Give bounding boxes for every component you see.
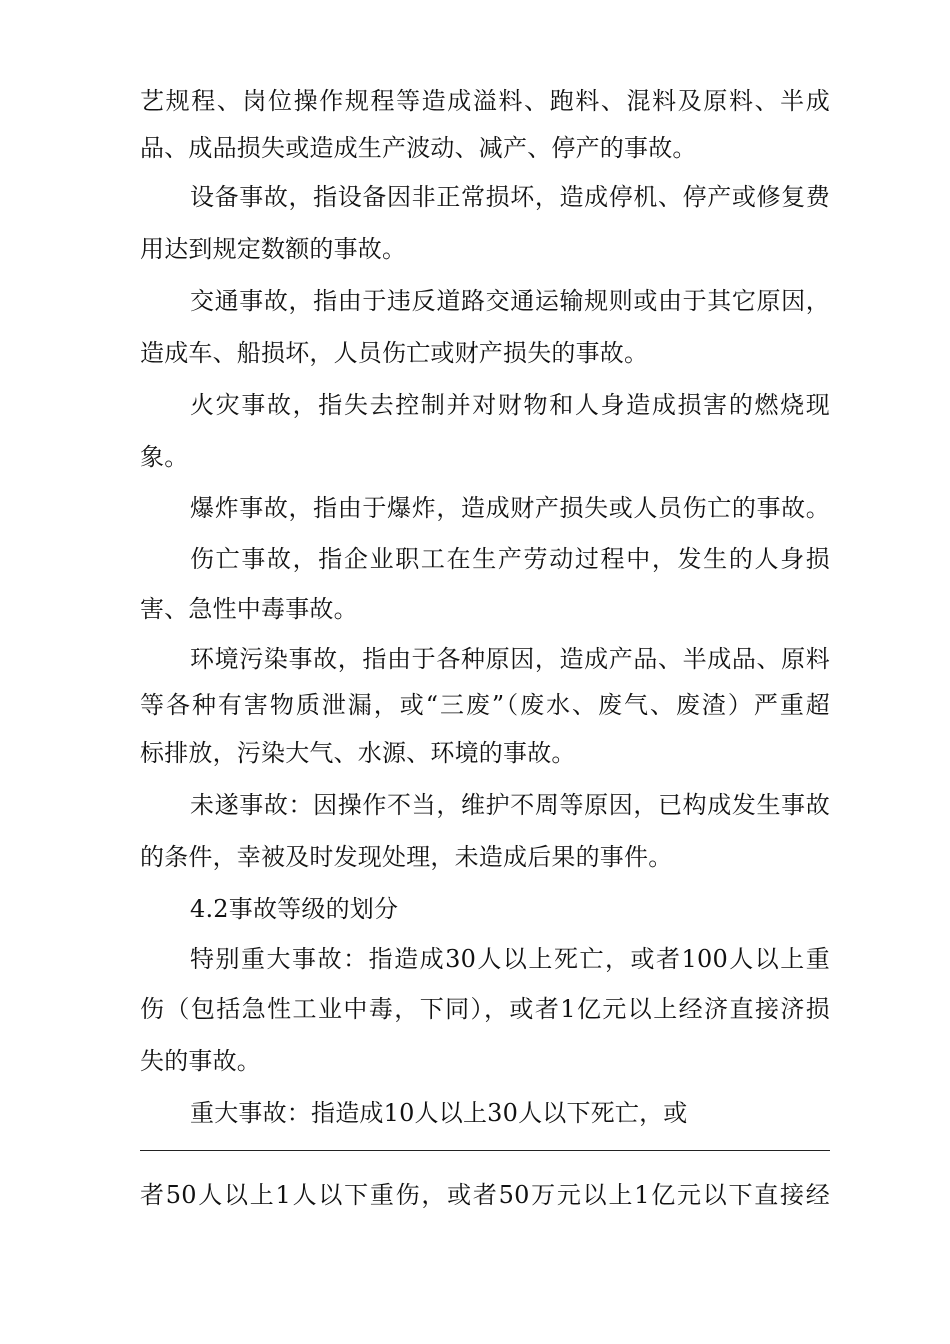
text-line: 伤亡事故，指企业职工在生产劳动过程中，发生的人身损: [190, 545, 830, 573]
text-line: 环境污染事故，指由于各种原因，造成产品、半成品、原料: [190, 645, 830, 673]
text-line: 失的事故。: [140, 1047, 261, 1075]
text-line: 设备事故，指设备因非正常损坏，造成停机、停产或修复费: [190, 183, 830, 211]
text-line: 伤（包括急性工业中毒，下同），或者1亿元以上经济直接济损: [140, 995, 830, 1023]
page-divider: [140, 1150, 830, 1151]
text-line: 火灾事故，指失去控制并对财物和人身造成损害的燃烧现: [190, 391, 830, 419]
text-line: 害、急性中毒事故。: [140, 595, 358, 623]
text-line: 标排放，污染大气、水源、环境的事故。: [140, 739, 576, 767]
text-line: 造成车、船损坏，人员伤亡或财产损失的事故。: [140, 339, 649, 367]
text-line: 品、成品损失或造成生产波动、减产、停产的事故。: [140, 134, 697, 162]
text-line: 爆炸事故，指由于爆炸，造成财产损失或人员伤亡的事故。: [190, 494, 830, 522]
text-line: 用达到规定数额的事故。: [140, 235, 407, 263]
text-line: 者50人以上1人以下重伤，或者50万元以上1亿元以下直接经: [140, 1181, 830, 1209]
text-line: 重大事故：指造成10人以上30人以下死亡，或: [190, 1099, 688, 1127]
text-line: 交通事故，指由于违反道路交通运输规则或由于其它原因，: [190, 287, 830, 315]
text-line: 象。: [140, 443, 189, 471]
text-line: 特别重大事故：指造成30人以上死亡，或者100人以上重: [190, 945, 830, 973]
text-line: 艺规程、岗位操作规程等造成溢料、跑料、混料及原料、半成: [140, 87, 830, 115]
section-heading: 4.2事故等级的划分: [190, 895, 399, 923]
text-line: 未遂事故：因操作不当，维护不周等原因，已构成发生事故: [190, 791, 830, 819]
text-line: 的条件，幸被及时发现处理，未造成后果的事件。: [140, 843, 673, 871]
text-line: 等各种有害物质泄漏，或“三废”（废水、废气、废渣）严重超: [140, 691, 830, 719]
